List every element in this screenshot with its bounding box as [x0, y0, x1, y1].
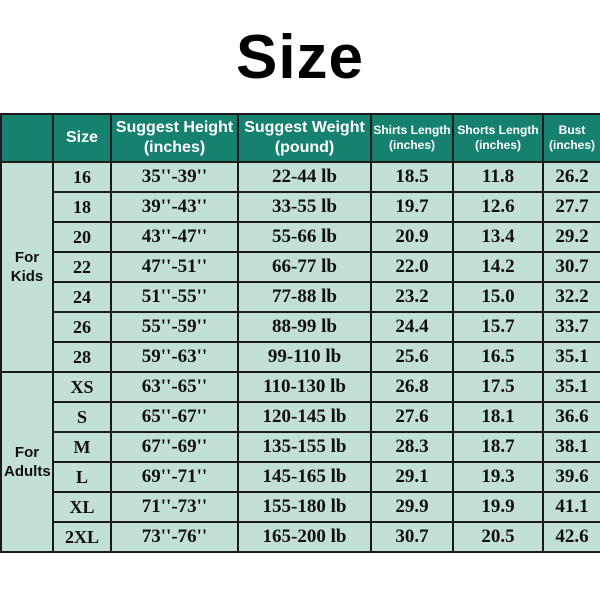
cell-weight: 55-66 lb: [238, 222, 371, 252]
cell-weight: 66-77 lb: [238, 252, 371, 282]
cell-height: 69''-71'': [111, 462, 238, 492]
cell-height: 65''-67'': [111, 402, 238, 432]
header-size: Size: [53, 114, 111, 162]
cell-height: 47''-51'': [111, 252, 238, 282]
cell-weight: 22-44 lb: [238, 162, 371, 192]
cell-weight: 77-88 lb: [238, 282, 371, 312]
cell-size: M: [53, 432, 111, 462]
cell-shorts-length: 15.0: [453, 282, 543, 312]
table-row: [1, 222, 600, 252]
cell-shirts-length: 24.4: [371, 312, 453, 342]
cell-height: 73''-76'': [111, 522, 238, 552]
cell-shirts-length: 27.6: [371, 402, 453, 432]
table-row: [1, 162, 600, 192]
cell-size: L: [53, 462, 111, 492]
header-shirts-length: [371, 114, 453, 162]
cell-weight: 165-200 lb: [238, 522, 371, 552]
cell-bust: 41.1: [543, 492, 600, 522]
cell-size: 24: [53, 282, 111, 312]
cell-bust: 29.2: [543, 222, 600, 252]
header-suggest-weight-line1: Suggest Weight: [244, 119, 365, 136]
header-bust-line2: (inches): [548, 138, 595, 152]
table-row: [1, 282, 600, 312]
cell-size: 16: [53, 162, 111, 192]
cell-shorts-length: 13.4: [453, 222, 543, 252]
cell-size: 18: [53, 192, 111, 222]
cell-size: XL: [53, 492, 111, 522]
header-suggest-weight-line2: (pound): [274, 139, 335, 156]
cell-height: 35''-39'': [111, 162, 238, 192]
cell-shirts-length: 30.7: [371, 522, 453, 552]
cell-height: 63''-65'': [111, 372, 238, 402]
cell-size: 28: [53, 342, 111, 372]
cell-weight: 135-155 lb: [238, 432, 371, 462]
header-shirts-length-line1: Shirts Length: [373, 123, 451, 137]
cell-bust: 35.1: [543, 342, 600, 372]
header-suggest-height-line2: (inches): [143, 139, 206, 156]
cell-shorts-length: 18.1: [453, 402, 543, 432]
cell-size: 20: [53, 222, 111, 252]
cell-weight: 120-145 lb: [238, 402, 371, 432]
cell-shirts-length: 20.9: [371, 222, 453, 252]
cell-height: 51''-55'': [111, 282, 238, 312]
cell-shirts-length: 18.5: [371, 162, 453, 192]
cell-bust: 39.6: [543, 462, 600, 492]
header-shorts-length-line1: Shorts Length: [457, 123, 539, 137]
table-row: [1, 462, 600, 492]
cell-bust: 36.6: [543, 402, 600, 432]
cell-bust: 26.2: [543, 162, 600, 192]
cell-height: 59''-63'': [111, 342, 238, 372]
cell-shorts-length: 11.8: [453, 162, 543, 192]
table-row: [1, 522, 600, 552]
cell-shorts-length: 19.3: [453, 462, 543, 492]
table-row: [1, 342, 600, 372]
table-row: [1, 432, 600, 462]
header-group-empty: [1, 114, 53, 162]
size-table: [0, 113, 600, 553]
cell-shorts-length: 15.7: [453, 312, 543, 342]
cell-shorts-length: 16.5: [453, 342, 543, 372]
table-row: [1, 492, 600, 522]
cell-shirts-length: 29.1: [371, 462, 453, 492]
cell-size: S: [53, 402, 111, 432]
cell-bust: 27.7: [543, 192, 600, 222]
cell-height: 43''-47'': [111, 222, 238, 252]
cell-bust: 38.1: [543, 432, 600, 462]
cell-bust: 30.7: [543, 252, 600, 282]
cell-shorts-length: 17.5: [453, 372, 543, 402]
cell-shirts-length: 22.0: [371, 252, 453, 282]
cell-bust: 35.1: [543, 372, 600, 402]
cell-size: 26: [53, 312, 111, 342]
cell-shorts-length: 18.7: [453, 432, 543, 462]
header-bust-line1: Bust: [558, 123, 586, 137]
cell-shirts-length: 23.2: [371, 282, 453, 312]
group-label-kids: For Kids: [1, 162, 53, 372]
group-label-adults: For Adults: [1, 372, 53, 552]
table-row: [1, 312, 600, 342]
cell-shirts-length: 29.9: [371, 492, 453, 522]
cell-size: 22: [53, 252, 111, 282]
cell-shorts-length: 19.9: [453, 492, 543, 522]
header-shorts-length-line2: (inches): [474, 138, 521, 152]
cell-size: XS: [53, 372, 111, 402]
cell-height: 55''-59'': [111, 312, 238, 342]
cell-weight: 145-165 lb: [238, 462, 371, 492]
cell-height: 71''-73'': [111, 492, 238, 522]
header-shirts-length-line2: (inches): [388, 138, 435, 152]
cell-shirts-length: 19.7: [371, 192, 453, 222]
cell-shorts-length: 20.5: [453, 522, 543, 552]
table-body: [1, 162, 600, 552]
table-row: [1, 192, 600, 222]
cell-height: 39''-43'': [111, 192, 238, 222]
table-row: [1, 372, 600, 402]
cell-shirts-length: 26.8: [371, 372, 453, 402]
cell-bust: 42.6: [543, 522, 600, 552]
cell-bust: 32.2: [543, 282, 600, 312]
table-row: [1, 402, 600, 432]
cell-shorts-length: 12.6: [453, 192, 543, 222]
page-title: Size: [235, 23, 365, 92]
cell-bust: 33.7: [543, 312, 600, 342]
cell-shirts-length: 25.6: [371, 342, 453, 372]
cell-size: 2XL: [53, 522, 111, 552]
cell-height: 67''-69'': [111, 432, 238, 462]
header-shorts-length: [453, 114, 543, 162]
header-suggest-height-line1: Suggest Height: [115, 119, 234, 136]
cell-weight: 88-99 lb: [238, 312, 371, 342]
header-bust: [543, 114, 600, 162]
cell-weight: 99-110 lb: [238, 342, 371, 372]
table-header: [1, 114, 600, 162]
cell-shirts-length: 28.3: [371, 432, 453, 462]
table-row: [1, 252, 600, 282]
cell-shorts-length: 14.2: [453, 252, 543, 282]
cell-weight: 155-180 lb: [238, 492, 371, 522]
cell-weight: 110-130 lb: [238, 372, 371, 402]
header-suggest-height: [111, 114, 238, 162]
cell-weight: 33-55 lb: [238, 192, 371, 222]
header-suggest-weight: [238, 114, 371, 162]
header-row: [1, 114, 600, 162]
